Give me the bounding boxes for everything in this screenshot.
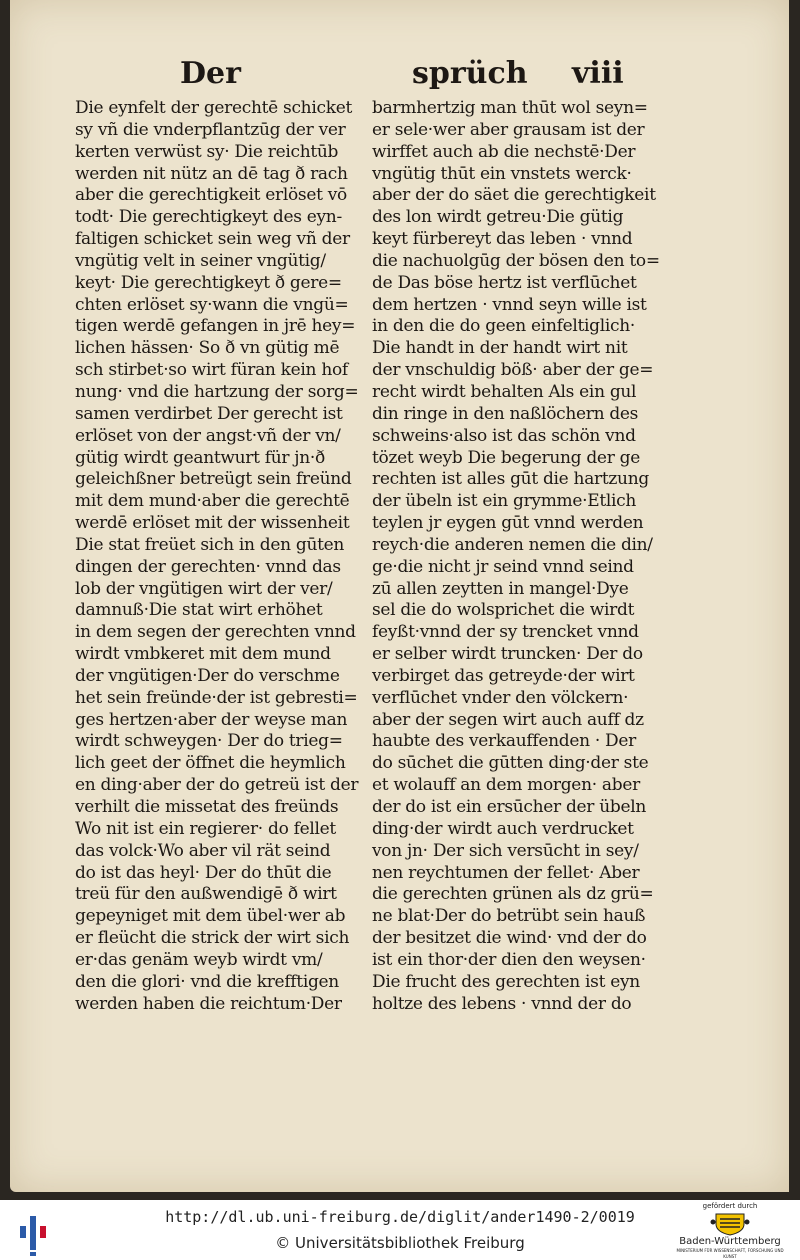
text-line: chten erlöset sy·wann die vngü= bbox=[75, 294, 349, 315]
coat-of-arms-icon bbox=[710, 1212, 750, 1236]
text-line: ges hertzen·aber der weyse man bbox=[75, 709, 348, 730]
text-line: do sūchet die gūtten ding·der ste bbox=[372, 753, 649, 774]
text-line: sch stirbet·so wirt füran kein hof bbox=[75, 360, 348, 381]
text-line: ge·die nicht jr seind vnnd seind bbox=[372, 556, 634, 577]
text-line: er sele·wer aber grausam ist der bbox=[372, 119, 645, 140]
text-line: der übeln ist ein grymme·Etlich bbox=[372, 491, 637, 512]
text-line: gepeyniget mit dem übel·wer ab bbox=[75, 906, 346, 927]
text-line: sel die do wolsprichet die wirdt bbox=[372, 600, 635, 621]
text-line: samen verdirbet Der gerecht ist bbox=[75, 403, 343, 424]
text-line: recht wirdt behalten Als ein gul bbox=[372, 381, 637, 402]
source-url-link[interactable]: http://dl.ub.uni-freiburg.de/diglit/ander1490-2/0019 bbox=[165, 1208, 635, 1226]
funder-name: Baden-Württemberg bbox=[679, 1236, 781, 1247]
text-line: wirdt schweygen· Der do trieg= bbox=[75, 731, 343, 752]
text-line: damnuß·Die stat wirt erhöhet bbox=[75, 600, 323, 621]
text-line: tözet weyb Die begerung der ge bbox=[372, 447, 640, 468]
text-column-left bbox=[75, 98, 365, 1015]
text-line: lob der vngütigen wirt der ver/ bbox=[75, 578, 333, 599]
text-line: dingen der gerechten· vnnd das bbox=[75, 556, 341, 577]
text-line: de Das böse hertz ist verflūchet bbox=[372, 272, 637, 293]
text-line: en ding·aber der do getreü ist der bbox=[75, 775, 359, 796]
text-line: die nachuolgūg der bösen den to= bbox=[372, 250, 660, 271]
funder-badge bbox=[674, 1202, 786, 1258]
text-line: barmhertzig man thūt wol seyn= bbox=[372, 98, 648, 118]
text-line: den die glori· vnd die krefftigen bbox=[75, 971, 339, 992]
text-line: schweins·also ist das schön vnd bbox=[372, 425, 636, 446]
text-line: der besitzet die wind· vnd der do bbox=[372, 928, 647, 949]
text-line: Die frucht des gerechten ist eyn bbox=[372, 971, 640, 992]
text-line: dem hertzen · vnnd seyn wille ist bbox=[372, 294, 647, 315]
text-line: teylen jr eygen gūt vnnd werden bbox=[372, 513, 644, 534]
text-line: feyßt·vnnd der sy trencket vnnd bbox=[372, 622, 639, 643]
text-line: kerten verwüst sy· Die reichtūb bbox=[75, 141, 339, 162]
running-head-center: sprüch bbox=[412, 56, 528, 91]
text-line: er selber wirdt truncken· Der do bbox=[372, 644, 643, 665]
text-line: Die handt in der handt wirt nit bbox=[372, 338, 628, 359]
text-line: treü für den außwendigē ð wirt bbox=[75, 884, 337, 905]
text-line: lich geet der öffnet die heymlich bbox=[75, 753, 346, 774]
text-line: aber der do säet die gerechtigkeit bbox=[372, 185, 656, 206]
text-line: werden nit nütz an dē tag ð rach bbox=[75, 163, 348, 184]
text-line: in den die do geen einfeltiglich· bbox=[372, 316, 635, 337]
text-line: ne blat·Der do betrübt sein hauß bbox=[372, 906, 646, 927]
text-line: von jn· Der sich versūcht in sey/ bbox=[372, 840, 639, 861]
text-line: die gerechten grünen als dz grü= bbox=[372, 884, 654, 905]
text-line: het sein freünde·der ist gebresti= bbox=[75, 687, 358, 708]
text-line: keyt fürbereyt das leben · vnnd bbox=[372, 229, 633, 250]
text-line: reych·die anderen nemen die din/ bbox=[372, 534, 653, 555]
text-line: din ringe in den naßlöchern des bbox=[372, 403, 639, 424]
funder-caption: gefördert durch bbox=[702, 1202, 758, 1210]
text-line: Die eynfelt der gerechtē schicket bbox=[75, 98, 352, 118]
text-line: lichen hässen· So ð vn gütig mē bbox=[75, 338, 340, 359]
text-line: gütig wirdt geantwurt für jn·ð bbox=[75, 447, 325, 468]
text-line: in dem segen der gerechten vnnd bbox=[75, 622, 356, 643]
text-line: nen reychtumen der fellet· Aber bbox=[372, 862, 640, 883]
footer-bar bbox=[0, 1200, 800, 1260]
text-line: et wolauff an dem morgen· aber bbox=[372, 775, 640, 796]
text-line: werden haben die reichtum·Der bbox=[75, 993, 342, 1014]
text-line: do ist das heyl· Der do thūt die bbox=[75, 862, 332, 883]
text-line: der do ist ein ersūcher der übeln bbox=[372, 797, 647, 817]
text-line: geleichßner betreügt sein freünd bbox=[75, 469, 352, 490]
text-line: er·das genäm weyb wirdt vm/ bbox=[75, 949, 323, 970]
text-line: todt· Die gerechtigkeyt des eyn- bbox=[75, 207, 342, 228]
text-line: holtze des lebens · vnnd der do bbox=[372, 993, 632, 1014]
text-line: werdē erlöset mit der wissenheit bbox=[75, 513, 350, 534]
text-line: wirffet auch ab die nechstē·Der bbox=[372, 141, 636, 162]
text-line: Die stat freüet sich in den gūten bbox=[75, 534, 345, 555]
text-line: nung· vnd die hartzung der sorg= bbox=[75, 381, 359, 402]
text-line: vngütig thūt ein vnstets werck· bbox=[372, 163, 632, 184]
text-line: zū allen zeytten in mangel·Dye bbox=[372, 578, 629, 599]
text-line: vngütig velt in seiner vngütig/ bbox=[75, 250, 326, 271]
text-line: der vngütigen·Der do verschme bbox=[75, 665, 340, 686]
text-column-right bbox=[372, 98, 662, 1015]
copyright-notice: © Universitätsbibliothek Freiburg bbox=[275, 1234, 525, 1252]
text-line: keyt· Die gerechtigkeyt ð gere= bbox=[75, 272, 342, 293]
text-line: tigen werdē gefangen in jrē hey= bbox=[75, 316, 356, 337]
text-line: ist ein thor·der dien den weysen· bbox=[372, 949, 646, 970]
text-line: aber der segen wirt auch auff dz bbox=[372, 709, 644, 730]
text-line: verflūchet vnder den völckern· bbox=[372, 687, 629, 708]
text-line: erlöset von der angst·vñ der vn/ bbox=[75, 425, 341, 446]
text-line: rechten ist alles gūt die hartzung bbox=[372, 469, 649, 490]
text-line: verhilt die missetat des freünds bbox=[75, 797, 339, 817]
text-line: der vnschuldig böß· aber der ge= bbox=[372, 360, 654, 381]
text-line: verbirget das getreyde·der wirt bbox=[372, 665, 635, 686]
text-line: faltigen schicket sein weg vñ der bbox=[75, 229, 350, 250]
folio-number: viii bbox=[572, 56, 624, 91]
text-line: Wo nit ist ein regierer· do fellet bbox=[75, 818, 336, 839]
text-line: mit dem mund·aber die gerechtē bbox=[75, 491, 350, 512]
text-line: sy vñ die vnderpflantzūg der ver bbox=[75, 119, 346, 140]
text-line: das volck·Wo aber vil rät seind bbox=[75, 840, 331, 861]
text-line: aber die gerechtigkeit erlöset vō bbox=[75, 185, 347, 206]
running-head-left: Der bbox=[180, 56, 241, 91]
funder-ministry: MINISTERIUM FÜR WISSENSCHAFT, FORSCHUNG UND KUNST bbox=[676, 1248, 784, 1259]
text-line: des lon wirdt getreu·Die gütig bbox=[372, 207, 624, 228]
text-line: wirdt vmbkeret mit dem mund bbox=[75, 644, 331, 665]
text-line: haubte des verkauffenden · Der bbox=[372, 731, 636, 752]
text-line: ding·der wirdt auch verdrucket bbox=[372, 818, 634, 839]
text-line: er fleücht die strick der wirt sich bbox=[75, 928, 350, 949]
manuscript-page bbox=[10, 0, 789, 1192]
